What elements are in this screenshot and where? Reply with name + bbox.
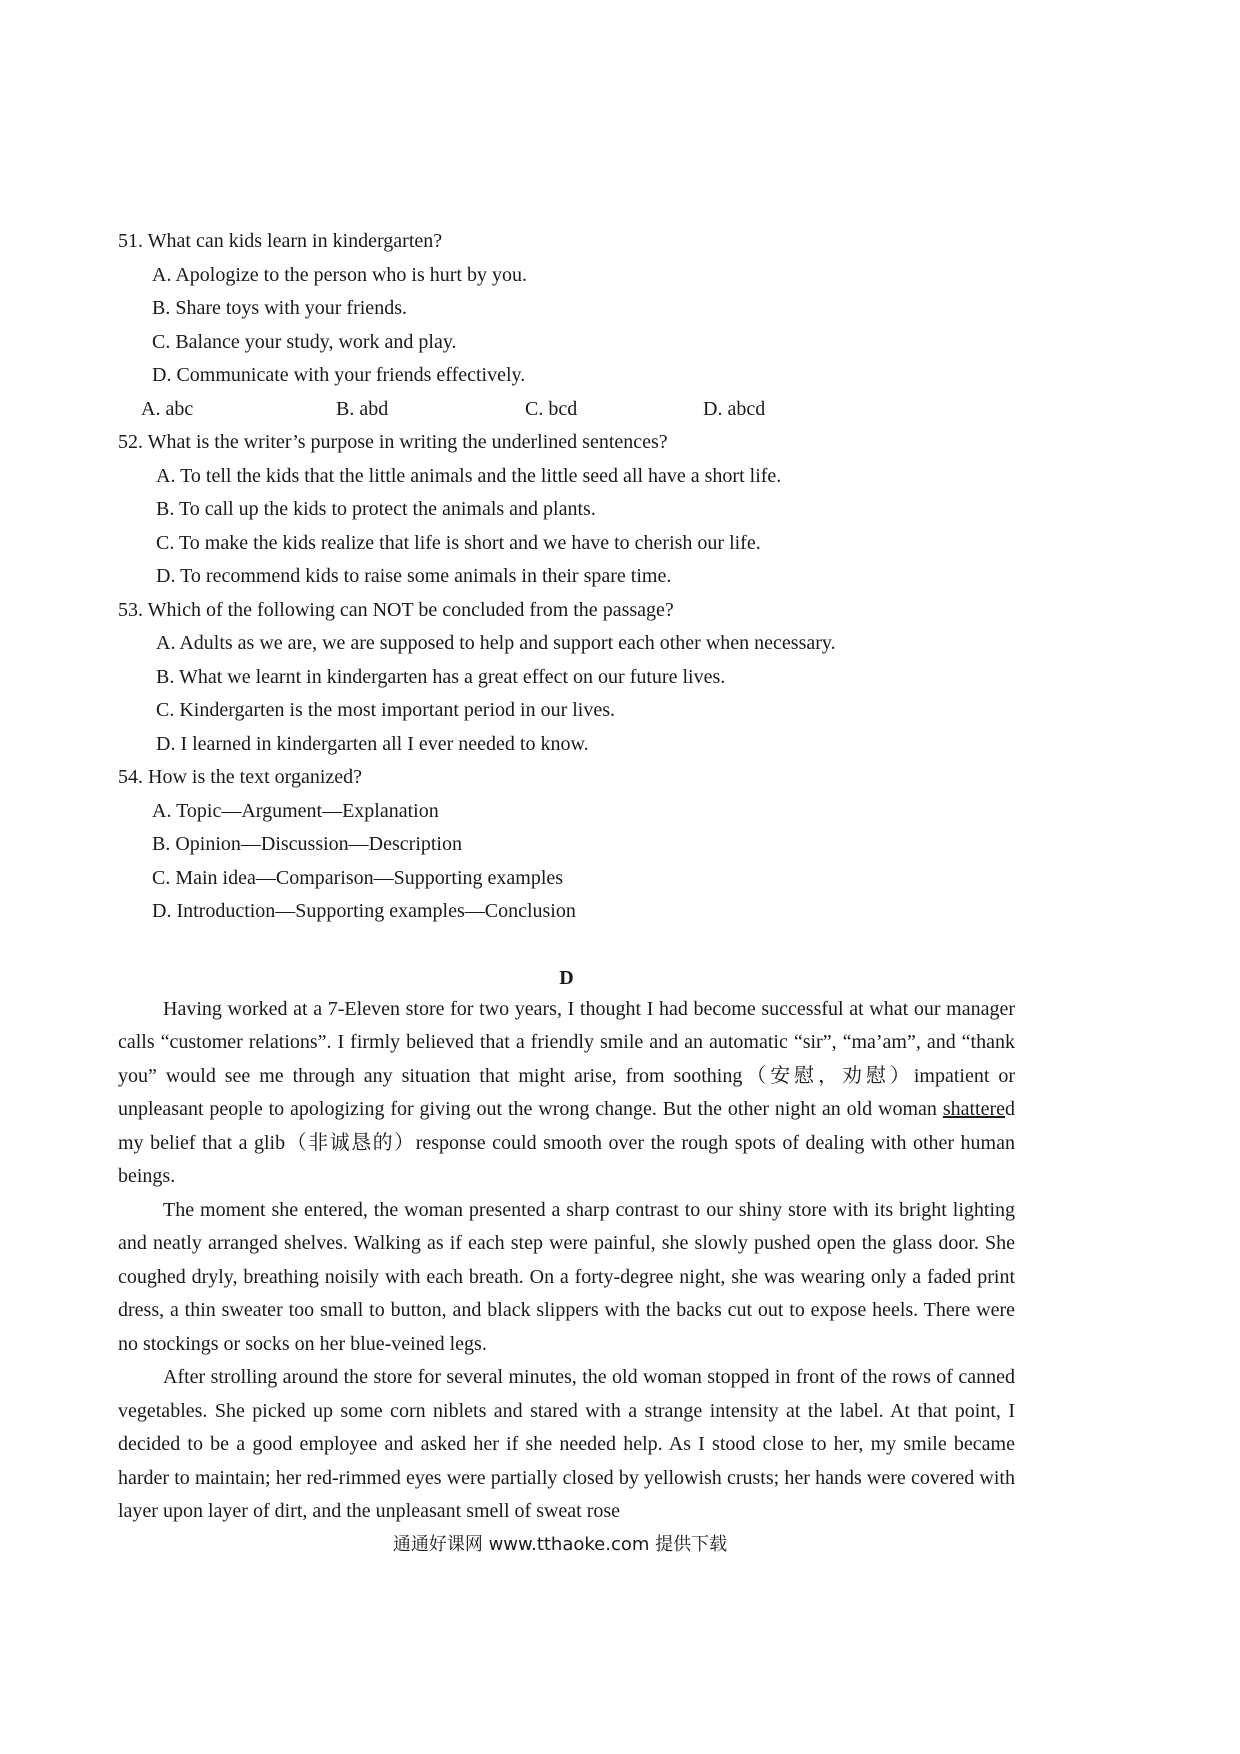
option-b: B. What we learnt in kindergarten has a great effect on our future lives. bbox=[156, 665, 726, 688]
option-c: C. Balance your study, work and play. bbox=[152, 330, 457, 353]
question-54 bbox=[118, 761, 1015, 929]
question-stem: 54. How is the text organized? bbox=[118, 766, 363, 788]
passage-paragraph-3: After strolling around the store for several minutes, the old woman stopped in front of the rows of canned vegetables. She picked up some corn niblets and stared with a strange intensity at the label. At that point, I decided to be a good employee and asked her if she needed help. As I stood close to her, my smile became harder to maintain; her red-rimmed eyes were partially closed by yellowish crusts; her hands were covered with layer upon layer of dirt, and the unpleasant smell of sweat rose bbox=[118, 1366, 1015, 1522]
passage-paragraph-2: The moment she entered, the woman presented a sharp contrast to our shiny store with its bright lighting and neatly arranged shelves. Walking as if each step were painful, she slowly pushed open the glass door. She coughed dryly, breathing noisily with each breath. On a forty-degree night, she was wearing only a faded print dress, a thin sweater too small to button, and black slippers with the backs cut out to expose heels. There were no stockings or socks on her blue-veined legs. bbox=[118, 1198, 1015, 1355]
answer-combinations bbox=[118, 393, 1015, 427]
combo-b: B. abd bbox=[336, 397, 389, 420]
option-a: A. Topic—Argument—Explanation bbox=[152, 799, 439, 822]
combo-c: C. bcd bbox=[525, 397, 578, 420]
option-a: A. Apologize to the person who is hurt by you. bbox=[152, 263, 527, 286]
paragraph-text: Having worked at a 7-Eleven store for two years, I thought I had become successful at what our manager calls “customer relations”. I firmly believed that a friendly smile and an automatic “sir”, “ma’am”, and “thank you” would see me through any situation that might arise, from soothing（安慰，劝慰）impatient or unpleasant people to apologizing for giving out the wrong change. But the other night an old woman bbox=[118, 997, 1015, 1120]
option-a: A. Adults as we are, we are supposed to help and support each other when necessary. bbox=[156, 632, 836, 654]
page-footer: 通通好课网 www.tthaoke.com 提供下载 bbox=[392, 1534, 728, 1555]
underlined-word: shattere bbox=[942, 1098, 1005, 1120]
option-d: D. Introduction—Supporting examples—Conclusion bbox=[152, 900, 576, 922]
question-52 bbox=[118, 426, 1015, 594]
option-a: A. To tell the kids that the little animals and the little seed all have a short life. bbox=[156, 464, 782, 487]
option-d: D. Communicate with your friends effectively. bbox=[152, 364, 526, 386]
passage-paragraph-1 bbox=[118, 993, 1015, 1194]
option-c: C. To make the kids realize that life is short and we have to cherish our life. bbox=[156, 531, 761, 554]
exam-page bbox=[118, 225, 1015, 1529]
option-d: D. I learned in kindergarten all I ever needed to know. bbox=[156, 732, 589, 755]
option-b: B. Opinion—Discussion—Description bbox=[152, 833, 462, 855]
paragraph-text: d my belief that a glib（非诚恳的）response could smooth over the rough spots of dealing with other human beings. bbox=[118, 1098, 1015, 1187]
question-51 bbox=[118, 225, 1015, 426]
section-title: D bbox=[559, 966, 574, 989]
option-b: B. Share toys with your friends. bbox=[152, 297, 407, 319]
question-stem: 51. What can kids learn in kindergarten? bbox=[118, 230, 443, 252]
question-53 bbox=[118, 594, 1015, 762]
combo-a: A. abc bbox=[141, 397, 194, 420]
combo-d: D. abcd bbox=[703, 397, 766, 420]
option-d: D. To recommend kids to raise some animals in their spare time. bbox=[156, 565, 672, 587]
option-c: C. Kindergarten is the most important period in our lives. bbox=[156, 699, 616, 721]
option-c: C. Main idea—Comparison—Supporting examples bbox=[152, 866, 564, 889]
question-stem: 53. Which of the following can NOT be concluded from the passage? bbox=[118, 598, 674, 621]
option-b: B. To call up the kids to protect the animals and plants. bbox=[156, 498, 596, 520]
question-stem: 52. What is the writer’s purpose in writing the underlined sentences? bbox=[118, 431, 668, 453]
